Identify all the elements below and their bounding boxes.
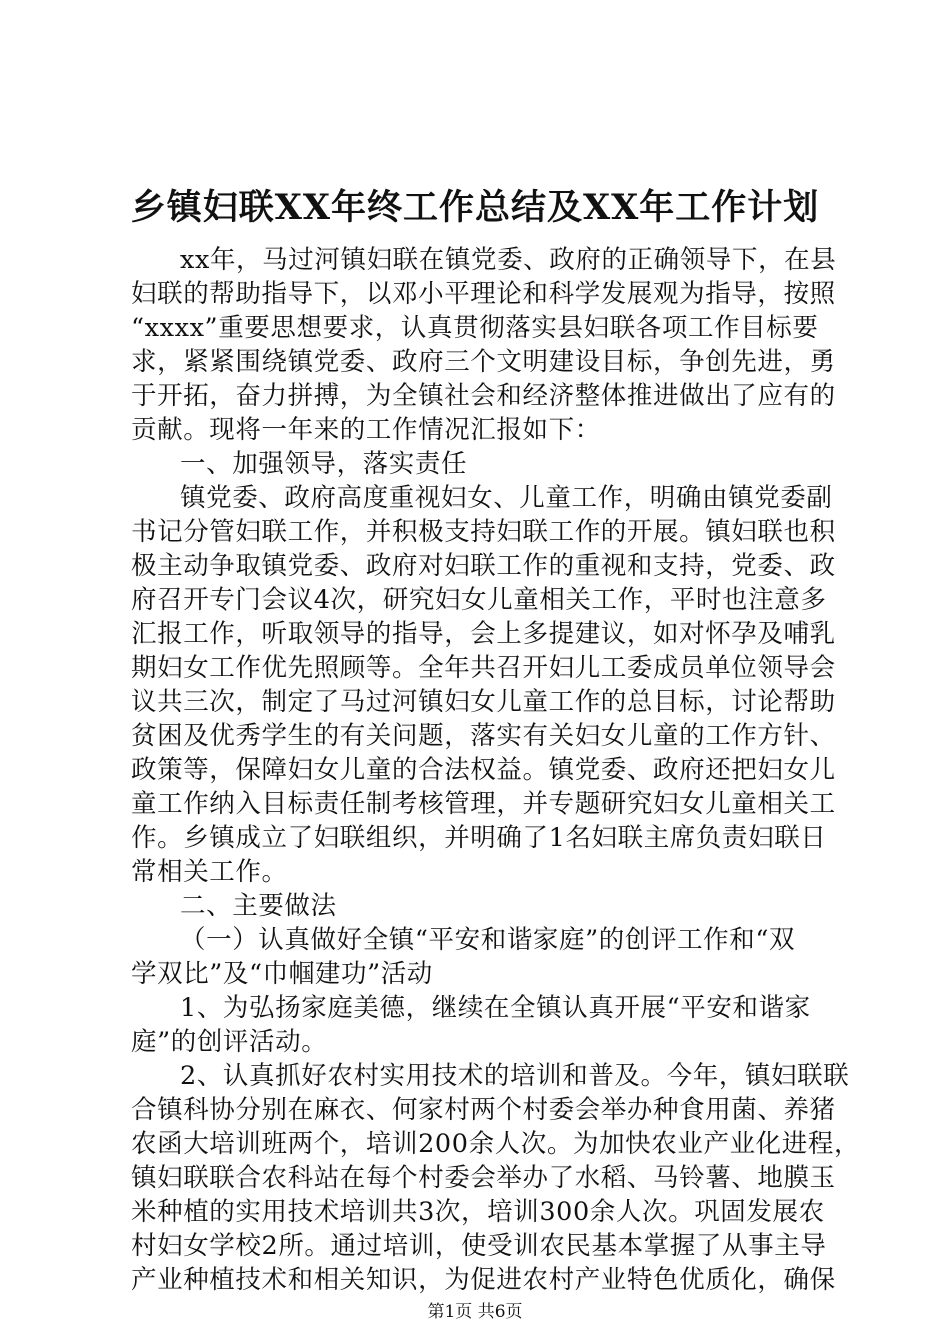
body-line: 汇报工作，听取领导的指导，会上多提建议，如对怀孕及哺乳 [131,619,836,649]
body-line: 政策等，保障妇女儿童的合法权益。镇党委、政府还把妇女儿 [131,755,836,785]
document-title: 乡镇妇联XX年终工作总结及XX年工作计划 [130,187,820,228]
body-line: 合镇科协分别在麻衣、何家村两个村委会举办种食用菌、养猪 [131,1095,836,1125]
body-line: 村妇女学校2所。通过培训，使受训农民基本掌握了从事主导 [131,1231,827,1261]
body-line: 府召开专门会议4次，研究妇女儿童相关工作，平时也注意多 [131,585,827,615]
body-line: 1、为弘扬家庭美德，继续在全镇认真开展“平安和谐家 [180,993,811,1023]
body-line: 镇妇联联合农科站在每个村委会举办了水稻、马铃薯、地膜玉 [131,1163,836,1193]
body-line: 期妇女工作优先照顾等。全年共召开妇儿工委成员单位领导会 [131,653,836,683]
body-line: 常相关工作。 [131,857,288,887]
body-line: 作。乡镇成立了妇联组织，并明确了1名妇联主席负责妇联日 [131,823,827,853]
body-line: xx年，马过河镇妇联在镇党委、政府的正确领导下，在县 [180,245,837,275]
body-line: 农函大培训班两个，培训200余人次。为加快农业产业化进程， [131,1129,861,1159]
body-line: 贫困及优秀学生的有关问题，落实有关妇女儿童的工作方针、 [131,721,836,751]
body-line: 镇党委、政府高度重视妇女、儿童工作，明确由镇党委副 [180,483,833,513]
subsection-heading: 学双比”及“巾帼建功”活动 [131,959,433,989]
body-line: 2、认真抓好农村实用技术的培训和普及。今年，镇妇联联 [180,1061,850,1091]
body-line: 书记分管妇联工作，并积极支持妇联工作的开展。镇妇联也积 [131,517,836,547]
body-line: 米种植的实用技术培训共3次，培训300余人次。巩固发展农 [131,1197,825,1227]
subsection-heading: （一）认真做好全镇“平安和谐家庭”的创评工作和“双 [180,925,796,955]
body-line: 贡献。现将一年来的工作情况汇报如下： [131,415,601,445]
body-line: 庭”的创评活动。 [131,1027,328,1057]
body-line: 妇联的帮助指导下，以邓小平理论和科学发展观为指导，按照 [131,279,836,309]
body-line: 求，紧紧围绕镇党委、政府三个文明建设目标，争创先进，勇 [131,347,836,377]
body-line: 极主动争取镇党委、政府对妇联工作的重视和支持，党委、政 [131,551,836,581]
body-line: 童工作纳入目标责任制考核管理，并专题研究妇女儿童相关工 [131,789,836,819]
body-line: 议共三次，制定了马过河镇妇女儿童工作的总目标，讨论帮助 [131,687,836,717]
body-line: 于开拓，奋力拼搏，为全镇社会和经济整体推进做出了应有的 [131,381,836,411]
body-line: “xxxx”重要思想要求，认真贯彻落实县妇联各项工作目标要 [131,313,819,343]
page-indicator: 第1页 共6页 [427,1302,523,1322]
section-heading: 一、加强领导，落实责任 [180,449,468,479]
body-line: 产业种植技术和相关知识，为促进农村产业特色优质化，确保 [131,1265,836,1295]
section-heading: 二、主要做法 [180,891,337,921]
